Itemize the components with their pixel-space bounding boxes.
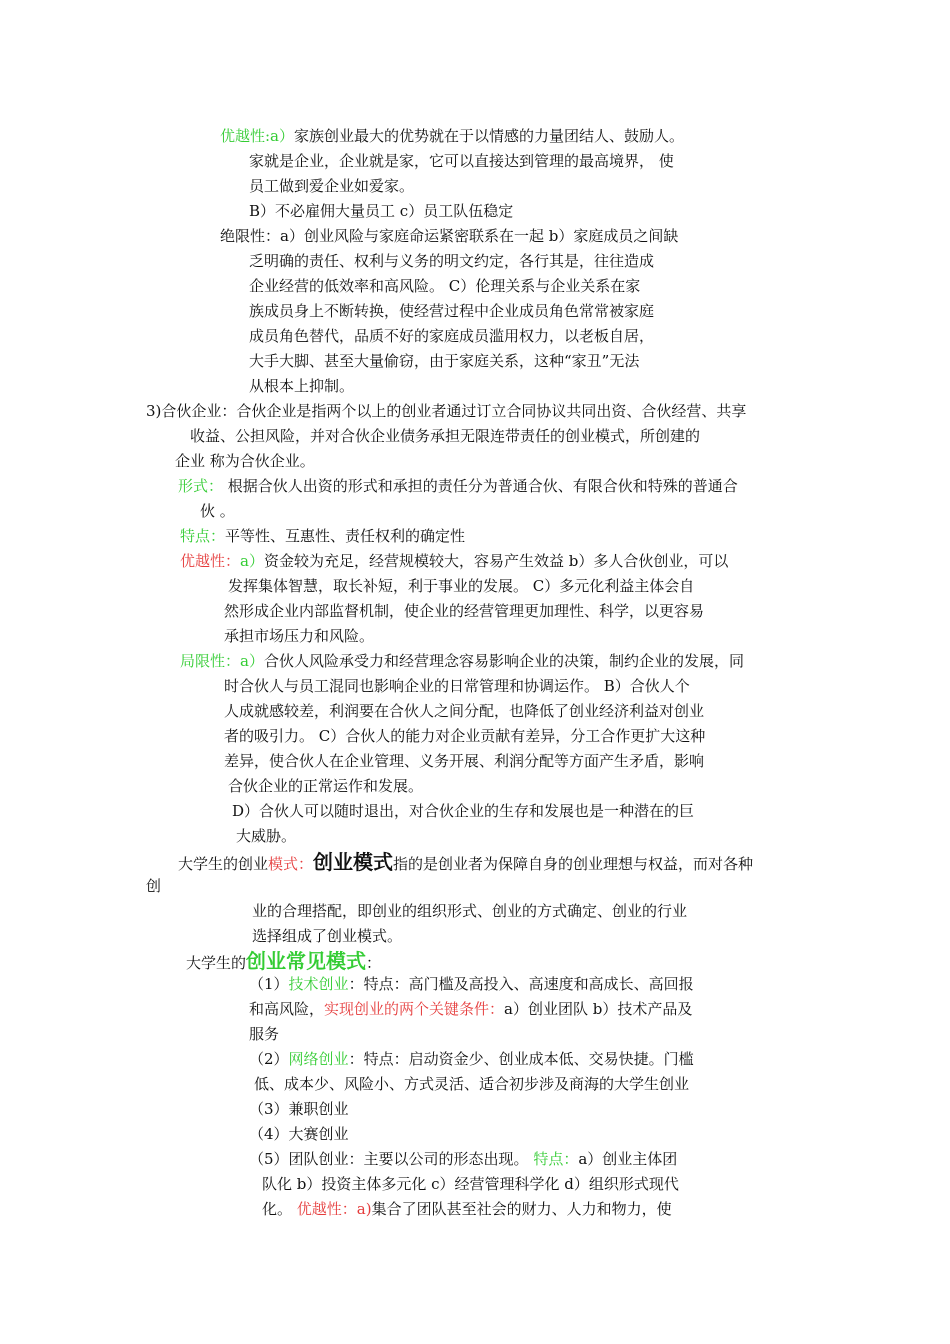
text-line: 伙 。 bbox=[200, 502, 235, 520]
text-line: 和高风险，实现创业的两个关键条件：a）创业团队 b）技术产品及 bbox=[249, 1000, 693, 1018]
text-line: 发挥集体智慧，取长补短，利于事业的发展。 C）多元化利益主体会自 bbox=[228, 577, 695, 595]
text-line: 企业经营的低效率和高风险。 C）伦理关系与企业关系在家 bbox=[249, 277, 641, 295]
section-heading: 3)合伙企业：合伙企业是指两个以上的创业者通过订立合同协议共同出资、合伙经营、共享 bbox=[146, 402, 747, 420]
text-line: 企业 称为合伙企业。 bbox=[175, 452, 315, 470]
label-features: 特点： bbox=[180, 527, 226, 545]
text-line: 特点：平等性、互惠性、责任权利的确定性 bbox=[180, 527, 466, 545]
text-line: 人成就感较差，利润要在合伙人之间分配，也降低了创业经济利益对创业 bbox=[224, 702, 705, 720]
text-line: 者的吸引力。 C）合伙人的能力对企业贡献有差异，分工合作更扩大这种 bbox=[224, 727, 706, 745]
text-line: 局限性：a）合伙人风险承受力和经营理念容易影响企业的决策，制约企业的发展，同 bbox=[180, 652, 744, 670]
text-line: 业的合理搭配，即创业的组织形式、创业的方式确定、创业的行业 bbox=[252, 902, 688, 920]
text-line: 优越性:a）家族创业最大的优势就在于以情感的力量团结人、鼓励人。 bbox=[220, 127, 685, 145]
text-line: 服务 bbox=[249, 1025, 280, 1043]
term-common-modes: 创业常见模式 bbox=[246, 949, 367, 973]
text-line: 家就是企业，企业就是家，它可以直接达到管理的最高境界， 使 bbox=[249, 152, 674, 170]
list-item: （4）大赛创业 bbox=[249, 1125, 349, 1143]
text-line: 化。 优越性：a)集合了团队甚至社会的财力、人力和物力，使 bbox=[262, 1200, 672, 1218]
text-line: 然形成企业内部监督机制，使企业的经营管理更加理性、科学，以更容易 bbox=[224, 602, 705, 620]
text-line: 员工做到爱企业如爱家。 bbox=[249, 177, 415, 195]
subheading: 大学生的创业常见模式： bbox=[186, 949, 382, 973]
text-line: 合伙企业的正常运作和发展。 bbox=[228, 777, 424, 795]
text-line: 选择组成了创业模式。 bbox=[252, 927, 403, 945]
text-line: 大威胁。 bbox=[236, 827, 297, 845]
term-entrepreneurship-mode: 创业模式 bbox=[313, 850, 394, 874]
text-line: 收益、公担风险，并对合伙企业债务承担无限连带责任的创业模式，所创建的 bbox=[190, 427, 701, 445]
text-line: 成员角色替代，品质不好的家庭成员滥用权力，以老板自居， bbox=[249, 327, 655, 345]
text-line: 承担市场压力和风险。 bbox=[224, 627, 375, 645]
text-line: 优越性：a）资金较为充足，经营规模较大，容易产生效益 b）多人合伙创业，可以 bbox=[180, 552, 729, 570]
label-limitation: 局限性：a） bbox=[180, 652, 264, 670]
text-line: 低、成本少、风险小、方式灵活、适合初步涉及商海的大学生创业 bbox=[254, 1075, 690, 1093]
text-line: 大手大脚、甚至大量偷窃，由于家庭关系，这种“家丑”无法 bbox=[249, 352, 640, 370]
label-advantage: 优越性： bbox=[180, 552, 241, 570]
text-line: 差异，使合伙人在企业管理、义务开展、利润分配等方面产生矛盾，影响 bbox=[224, 752, 705, 770]
text-line: B）不必雇佣大量员工 c）员工队伍稳定 bbox=[249, 202, 514, 220]
text-line: 乏明确的责任、权利与义务的明文约定，各行其是，往往造成 bbox=[249, 252, 655, 270]
text-line: 绝限性：a）创业风险与家庭命运紧密联系在一起 b）家庭成员之间缺 bbox=[220, 227, 679, 245]
label-form: 形式： bbox=[178, 477, 224, 495]
list-item: （2）网络创业：特点：启动资金少、创业成本低、交易快捷。门槛 bbox=[249, 1050, 694, 1068]
list-item: （5）团队创业：主要以公司的形态出现。 特点：a）创业主体团 bbox=[249, 1150, 678, 1168]
text-line: 大学生的创业模式：创业模式指的是创业者为保障自身的创业理想与权益，而对各种 bbox=[178, 850, 754, 874]
text-line: 创 bbox=[146, 877, 162, 895]
text-line: 族成员身上不断转换，使经营过程中企业成员角色常常被家庭 bbox=[249, 302, 655, 320]
text-line: 形式： 根据合伙人出资的形式和承担的责任分为普通合伙、有限合伙和特殊的普通合 bbox=[178, 477, 738, 495]
text-line: 队化 b）投资主体多元化 c）经营管理科学化 d）组织形式现代 bbox=[262, 1175, 679, 1193]
list-item: （1）技术创业：特点：高门槛及高投入、高速度和高成长、高回报 bbox=[249, 975, 694, 993]
list-item: （3）兼职创业 bbox=[249, 1100, 349, 1118]
label-advantage: 优越性:a） bbox=[220, 127, 294, 145]
text-line: 时合伙人与员工混同也影响企业的日常管理和协调运作。 B）合伙人个 bbox=[224, 677, 690, 695]
text-line: D）合伙人可以随时退出，对合伙企业的生存和发展也是一种潜在的巨 bbox=[232, 802, 695, 820]
text-line: 从根本上抑制。 bbox=[249, 377, 355, 395]
